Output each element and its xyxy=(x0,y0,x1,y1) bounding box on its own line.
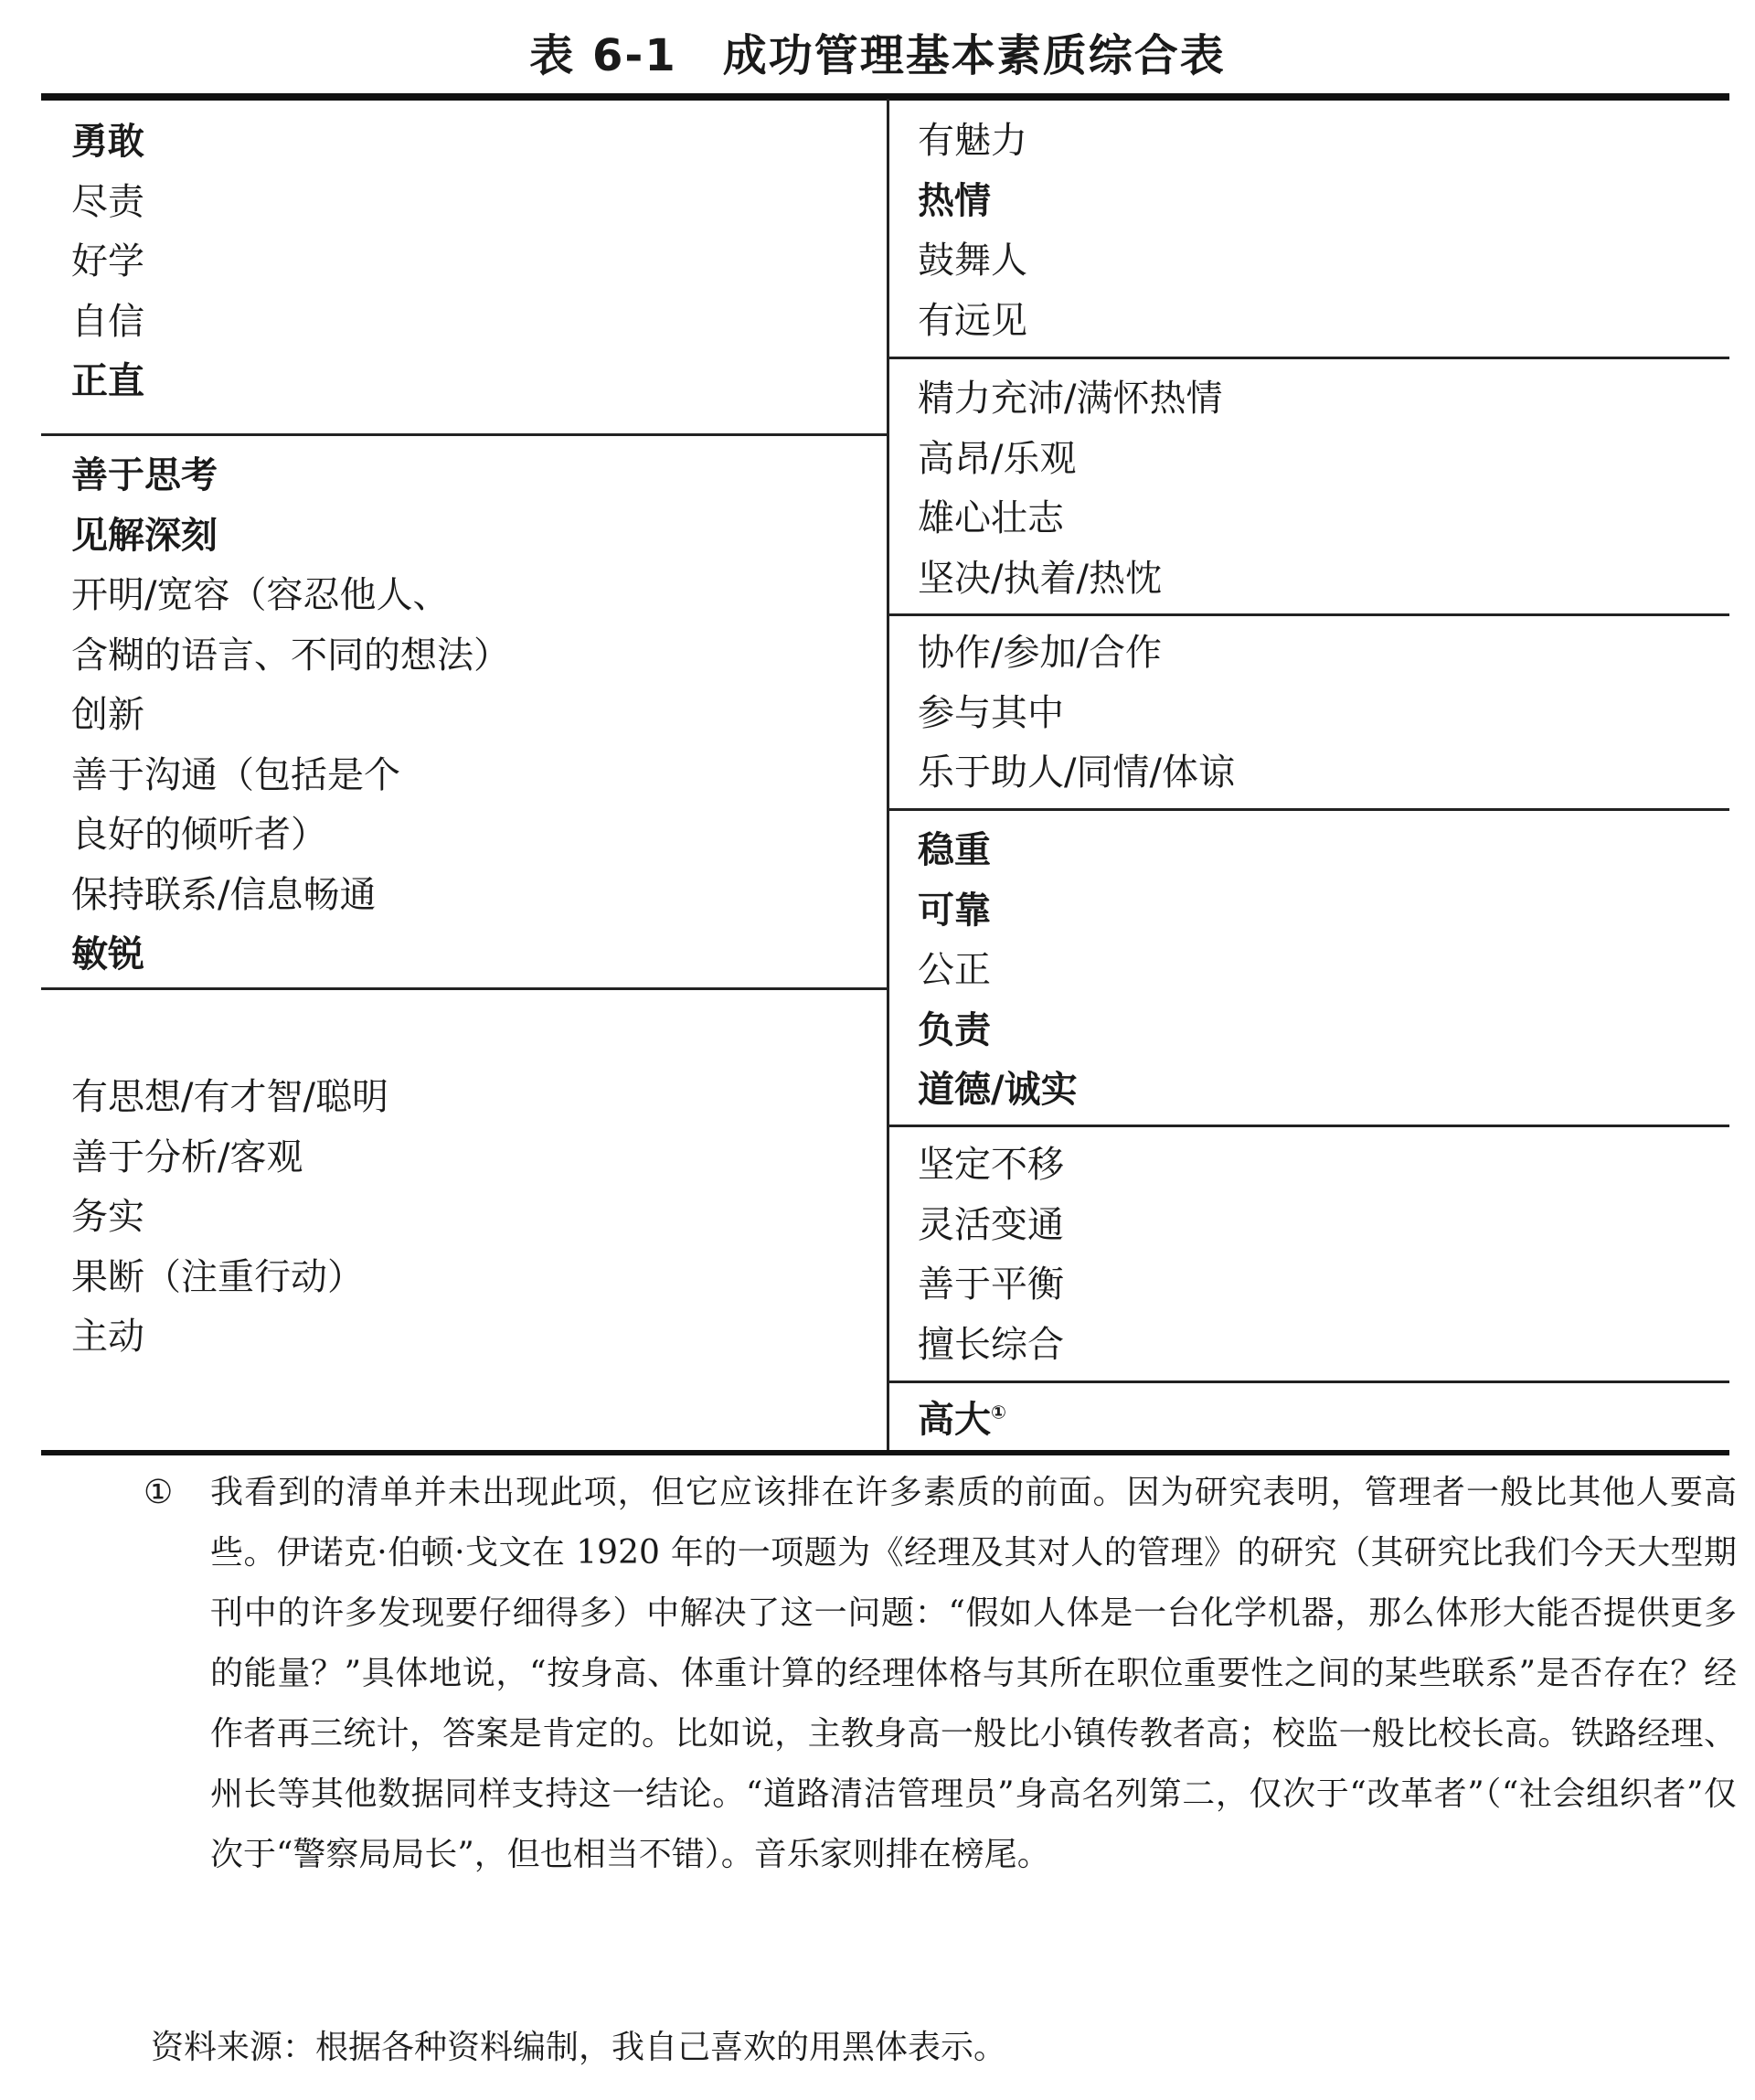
trait-text: 主动 xyxy=(71,1316,144,1358)
source-note: 资料来源：根据各种资料编制，我自己喜欢的用黑体表示。 xyxy=(151,2029,1007,2066)
right-group-divider xyxy=(888,1380,1729,1383)
trait-item xyxy=(71,626,876,687)
trait-item xyxy=(71,1068,876,1128)
trait-item xyxy=(918,624,1722,684)
trait-item xyxy=(918,1316,1722,1376)
trait-item xyxy=(918,430,1722,490)
trait-item xyxy=(71,232,876,293)
trait-text: 善于沟通（包括是个 xyxy=(71,753,400,796)
trait-text: 公正 xyxy=(918,949,991,991)
trait-text: 高昂/乐观 xyxy=(918,437,1077,480)
trait-item xyxy=(71,506,876,567)
right-group-energy xyxy=(918,369,1722,609)
trait-text: 有思想/有才智/聪明 xyxy=(71,1076,388,1118)
right-group-steadfast xyxy=(918,1135,1722,1375)
table-title: 表 6-1 成功管理基本素质综合表 xyxy=(529,30,1226,81)
trait-text: 创新 xyxy=(71,694,144,736)
trait-text: 好学 xyxy=(71,240,144,282)
trait-item xyxy=(71,1128,876,1189)
footnote xyxy=(146,1463,1737,1885)
trait-text: 有远见 xyxy=(918,299,1027,342)
trait-item xyxy=(918,881,1722,942)
trait-text: 勇敢 xyxy=(71,121,144,163)
left-group-divider xyxy=(41,433,888,436)
trait-item xyxy=(918,292,1722,352)
trait-text: 敏锐 xyxy=(71,933,144,975)
table-bottom-rule xyxy=(41,1450,1729,1455)
trait-text: 善于思考 xyxy=(71,454,218,496)
trait-item xyxy=(71,293,876,353)
table-top-rule xyxy=(41,93,1729,101)
left-group-intellect xyxy=(71,1068,876,1368)
trait-text: 善于分析/客观 xyxy=(71,1135,303,1178)
right-group-divider xyxy=(888,613,1729,616)
footnote-text: 我看到的清单并未出现此项，但它应该排在许多素质的前面。因为研究表明，管理者一般比其他人要高些。伊诺克·伯顿·戈文在 1920 年的一项题为《经理及其对人的管理》的研究（其研究比我们今天大型期刊中的许多发现要仔细得多）中解决了这一问题：“假如人体是一台化学机器，那么体形大能否提供更多的能量？”具体地说，“按身高、体重计算的经理体格与其所在职位重要性之间的某些联系”是否存在？经作者再三统计，答案是肯定的。比如说，主教身高一般比小镇传教者高；校监一般比校长高。铁路经理、州长等其他数据同样支持这一结论。“道路清洁管理员”身高名列第二，仅次于“改革者”（“社会组织者”仅次于“警察局局长”，但也相当不错）。音乐家则排在榜尾。 xyxy=(210,1474,1737,1873)
trait-item xyxy=(71,112,876,173)
trait-text: 乐于助人/同情/体谅 xyxy=(918,752,1235,794)
trait-text: 良好的倾听者） xyxy=(71,814,327,856)
trait-text: 灵活变通 xyxy=(918,1203,1064,1246)
right-group-divider xyxy=(888,1125,1729,1127)
trait-item xyxy=(71,686,876,746)
trait-item xyxy=(71,925,876,986)
trait-item xyxy=(918,1135,1722,1196)
trait-item xyxy=(918,489,1722,549)
trait-text: 擅长综合 xyxy=(918,1323,1064,1366)
left-group-divider xyxy=(41,987,888,990)
right-group-charisma xyxy=(918,112,1722,351)
trait-item xyxy=(918,684,1722,744)
trait-text: 保持联系/信息畅通 xyxy=(71,873,377,916)
trait-text: 果断（注重行动） xyxy=(71,1255,364,1298)
right-group-stature xyxy=(918,1391,1722,1451)
trait-item xyxy=(918,1255,1722,1316)
trait-item xyxy=(71,866,876,926)
trait-text: 见解深刻 xyxy=(71,514,218,557)
trait-item xyxy=(918,112,1722,172)
trait-item xyxy=(71,805,876,866)
trait-text: 开明/宽容（容忍他人、 xyxy=(71,574,450,616)
trait-text: 正直 xyxy=(71,360,144,402)
right-group-cooperation xyxy=(918,624,1722,804)
column-divider xyxy=(887,99,889,1450)
trait-text: 热情 xyxy=(918,179,991,222)
trait-item xyxy=(918,369,1722,430)
trait-text: 坚决/执着/热忱 xyxy=(918,557,1162,600)
trait-item xyxy=(71,566,876,626)
trait-item xyxy=(918,821,1722,881)
trait-item xyxy=(918,1001,1722,1061)
trait-text: 高大 xyxy=(918,1399,991,1441)
trait-item xyxy=(918,1061,1722,1121)
trait-item xyxy=(918,743,1722,804)
trait-text: 善于平衡 xyxy=(918,1263,1064,1306)
footnote-mark: ① xyxy=(144,1474,174,1511)
trait-text: 自信 xyxy=(71,300,144,343)
trait-text: 坚定不移 xyxy=(918,1144,1064,1186)
trait-item xyxy=(918,1391,1722,1451)
trait-item xyxy=(71,446,876,506)
trait-text: 含糊的语言、不同的想法） xyxy=(71,634,510,677)
trait-text: 务实 xyxy=(71,1196,144,1238)
trait-text: 有魅力 xyxy=(918,120,1027,162)
trait-item xyxy=(71,173,876,233)
trait-text: 稳重 xyxy=(918,829,991,871)
trait-item xyxy=(918,549,1722,610)
trait-text: 雄心壮志 xyxy=(918,497,1064,539)
trait-item xyxy=(918,1196,1722,1256)
right-group-divider xyxy=(888,357,1729,359)
trait-item xyxy=(918,172,1722,232)
left-group-thinking xyxy=(71,446,876,986)
right-group-divider xyxy=(888,808,1729,811)
trait-item xyxy=(71,1188,876,1248)
left-group-courage xyxy=(71,112,876,412)
trait-item xyxy=(71,1248,876,1308)
trait-text: 尽责 xyxy=(71,180,144,223)
trait-item xyxy=(918,941,1722,1001)
trait-text: 道德/诚实 xyxy=(918,1069,1078,1111)
right-group-reliability xyxy=(918,821,1722,1121)
trait-text: 精力充沛/满怀热情 xyxy=(918,378,1223,420)
trait-text: 负责 xyxy=(918,1008,991,1051)
trait-item xyxy=(71,352,876,412)
trait-text: 鼓舞人 xyxy=(918,240,1027,282)
footnote-ref: ① xyxy=(991,1401,1006,1423)
trait-text: 可靠 xyxy=(918,889,991,932)
trait-item xyxy=(918,231,1722,292)
trait-text: 协作/参加/合作 xyxy=(918,632,1162,674)
trait-text: 参与其中 xyxy=(918,691,1064,734)
trait-item xyxy=(71,1307,876,1368)
trait-item xyxy=(71,746,876,806)
